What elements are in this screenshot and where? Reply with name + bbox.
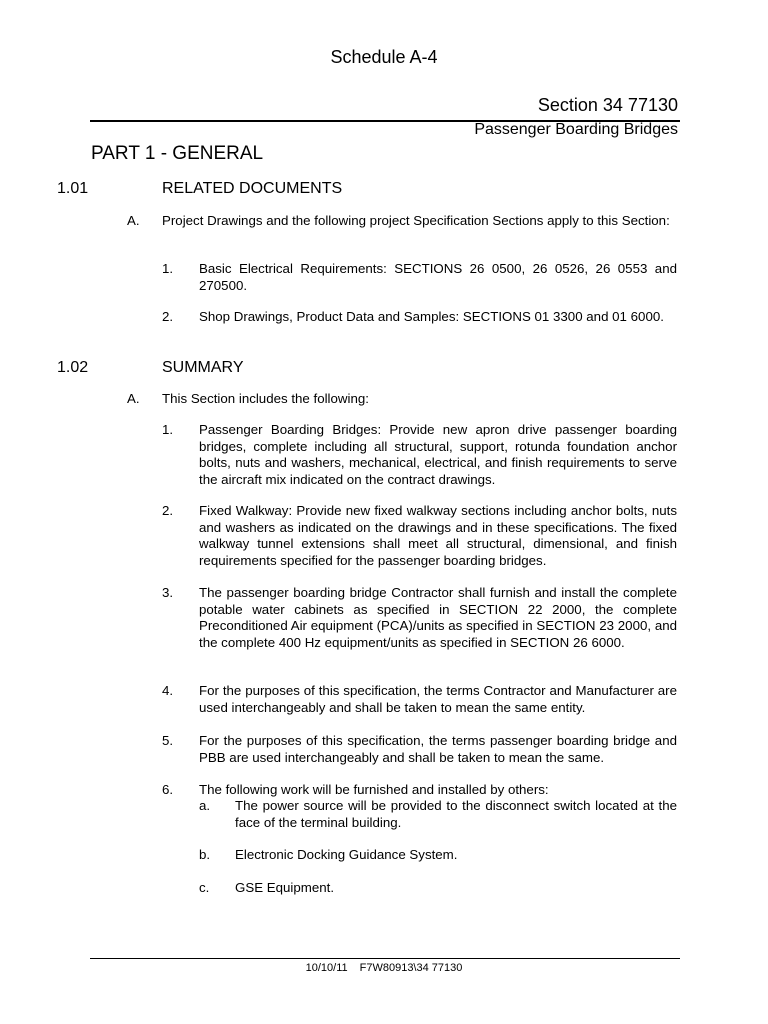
subitem-text: The power source will be provided to the disconnect switch located at the face of the terminal building. xyxy=(235,798,677,830)
article-title: SUMMARY xyxy=(162,359,244,376)
section-title: Passenger Boarding Bridges xyxy=(474,121,678,138)
subitem-label: b. xyxy=(199,847,211,862)
list-item-label: 5. xyxy=(162,733,174,748)
list-item-label: 4. xyxy=(162,683,174,698)
subitem-label: a. xyxy=(199,798,211,813)
list-item-text: Fixed Walkway: Provide new fixed walkway sections including anchor bolts, nuts and washers as indicated on the drawings and in these specifications. The fixed walkway tunnel extensions shall meet all structural, dimensional, and finish requirements specified for the passenger boarding bridges. xyxy=(199,503,677,568)
part-heading: PART 1 - GENERAL xyxy=(91,143,264,164)
subitem-text: Electronic Docking Guidance System. xyxy=(235,847,458,862)
article-title: RELATED DOCUMENTS xyxy=(162,180,343,197)
list-item-text: Passenger Boarding Bridges: Provide new apron drive passenger boarding bridges, complete including all structural, support, rotunda foundation anchor bolts, nuts and washers, mechanical, electrical, and finish requirements to serve the aircraft mix indicated on the contract drawings. xyxy=(199,422,677,487)
list-item-text: The following work will be furnished and installed by others: xyxy=(199,782,549,797)
footer-file: F7W80913\34 77130 xyxy=(359,962,463,974)
list-item-text: For the purposes of this specification, the terms passenger boarding bridge and PBB are used interchangeably and shall be taken to mean the same. xyxy=(199,733,677,765)
footer xyxy=(0,962,768,974)
list-item-text: Basic Electrical Requirements: SECTIONS 26 0500, 26 0526, 26 0553 and 270500. xyxy=(199,261,677,293)
subitem-label: c. xyxy=(199,880,210,895)
list-item-text: For the purposes of this specification, the terms Contractor and Manufacturer are used interchangeably and shall be taken to mean the same entity. xyxy=(199,683,677,715)
schedule-heading: Schedule A-4 xyxy=(330,47,438,67)
footer-rule xyxy=(90,958,680,959)
list-item-label: 3. xyxy=(162,585,174,600)
article-number: 1.01 xyxy=(57,180,89,197)
list-item-label: 2. xyxy=(162,503,174,518)
section-number: Section 34 77130 xyxy=(537,95,678,115)
subitem-text: GSE Equipment. xyxy=(235,880,335,895)
paragraph-label: A. xyxy=(127,213,140,228)
list-item-label: 2. xyxy=(162,309,174,324)
list-item-label: 6. xyxy=(162,782,174,797)
paragraph-label: A. xyxy=(127,391,140,406)
paragraph-text: Project Drawings and the following project Specification Sections apply to this Section: xyxy=(162,213,670,228)
paragraph-text: This Section includes the following: xyxy=(162,391,369,406)
list-item-text: The passenger boarding bridge Contractor shall furnish and install the complete potable water cabinets as specified in SECTION 22 2000, the complete Preconditioned Air equipment (PCA)/units as specified in SECTION 23 2000, and the complete 400 Hz equipment/units as specified in SECTION 26 6000. xyxy=(199,585,677,650)
list-item-label: 1. xyxy=(162,422,174,437)
list-item-text: Shop Drawings, Product Data and Samples: SECTIONS 01 3300 and 01 6000. xyxy=(199,309,664,324)
article-number: 1.02 xyxy=(57,359,89,376)
list-item-label: 1. xyxy=(162,261,174,276)
footer-date: 10/10/11 xyxy=(305,962,348,974)
